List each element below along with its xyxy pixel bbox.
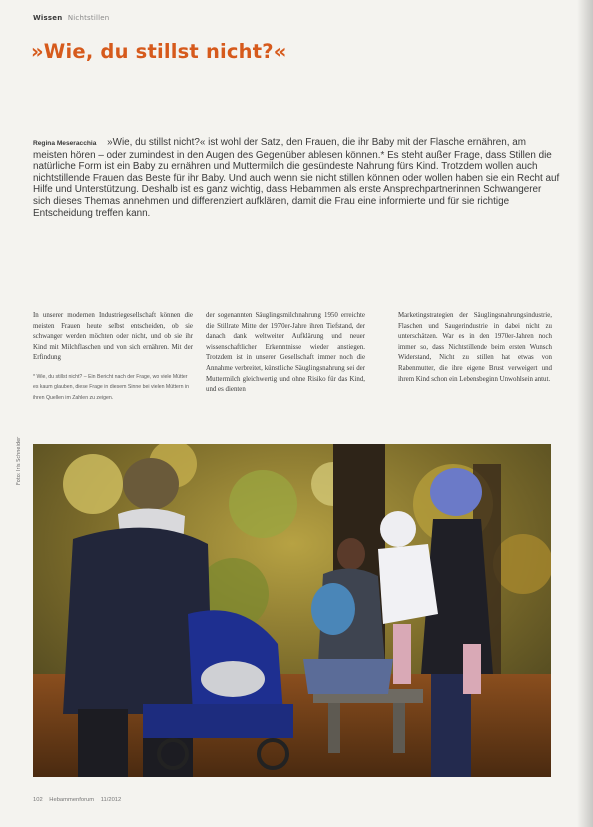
column-1-text: In unserer modernen Industriegesellschaft können die meisten Frauen heute selbst entscheiden, ob sie schwanger werden möchten oder nicht, und ob sie ihr Kind mit Milchflaschen und von sich ernähren. Mit der Erfindung: [33, 312, 193, 362]
lead-text: »Wie, du stillst nicht?« ist wohl der Satz, den Frauen, die ihr Baby mit der Flasche ernähren, am meisten hören – oder zumindest in den Augen des Gegenüber ablesen können.* Es steht außer Frage, dass Stillen die natürliche Form ist ein Baby zu ernähren und Muttermilch die gesündeste Nahrung fürs Kind. Trotzdem wollen auch nichtstillende Frauen das Beste für ihr Baby. Und auch wenn sie nicht stillen können oder wollen haben sie ein Recht auf Hilfe und Unterstützung. Deshalb ist es ganz wichtig, dass Hebammen als erste Ansprechpartnerinnen Schwangerer sich dieses Themas annehmen und differenziert aufklären, damit die Frau eine informierte und für sie richtige Entscheidung treffen kann.: [33, 137, 560, 219]
photo-credit: Foto: Iris Schneider: [16, 436, 22, 485]
bench-leg: [328, 703, 340, 753]
article-lead: [33, 137, 561, 219]
page-number: 102: [33, 797, 43, 803]
section-rubric: [33, 14, 109, 22]
page-edge-shadow: [577, 0, 593, 827]
article-headline: »Wie, du stillst nicht?«: [31, 40, 287, 63]
body-column-1: [33, 311, 193, 403]
magazine-name: Hebammenforum: [49, 797, 95, 803]
author-name: Regina Meseracchia: [33, 140, 97, 147]
footnote: * Wie, du stillst nicht? – Ein Bericht nach der Frage, wo viele Mütter es kaum glauben, diese Frage in diesem Sinne bei vielen Müttern in ihren Quellen im Zahlen zu zeigen.: [33, 373, 190, 401]
article-photo: [33, 444, 551, 777]
body-column-2: der sogenannten Säuglingsmilchnahrung 1950 erreichte die Stillrate Mitte der 1970er-Jahre ihren Tiefstand, der danach dank weltweiter Aufklärung und neuer wissenschaftlicher Erkenntnisse wieder anstiegen. Trotzdem ist in unserer Gesellschaft immer noch die Annahme verbreitet, künstliche Säuglingsnahrung sei der Muttermilch gleichwertig und ohne Risiko für das Kind, und es dienten: [206, 312, 365, 394]
bench-leg: [393, 703, 405, 753]
issue-number: 11/2012: [100, 797, 122, 803]
page-footer: [33, 797, 121, 803]
body-column-3: Marketingstrategien der Säuglingsnahrungsindustrie, Flaschen und Saugerindustrie in dabei nicht zu unterschätzen. War es in den 1970er-Jahren noch immer so, dass Nichtstillende beim ersten Wunsch Widerstand, Nicht zu stillen hat etwas von Rabenmutter, die ihre eigene Brust verweigert und ihrem Kind schon ein Lebensbeginn Unwohlsein antut.: [398, 312, 552, 383]
section-sublabel: Nichtstillen: [67, 14, 110, 22]
section-label: Wissen: [33, 14, 63, 22]
